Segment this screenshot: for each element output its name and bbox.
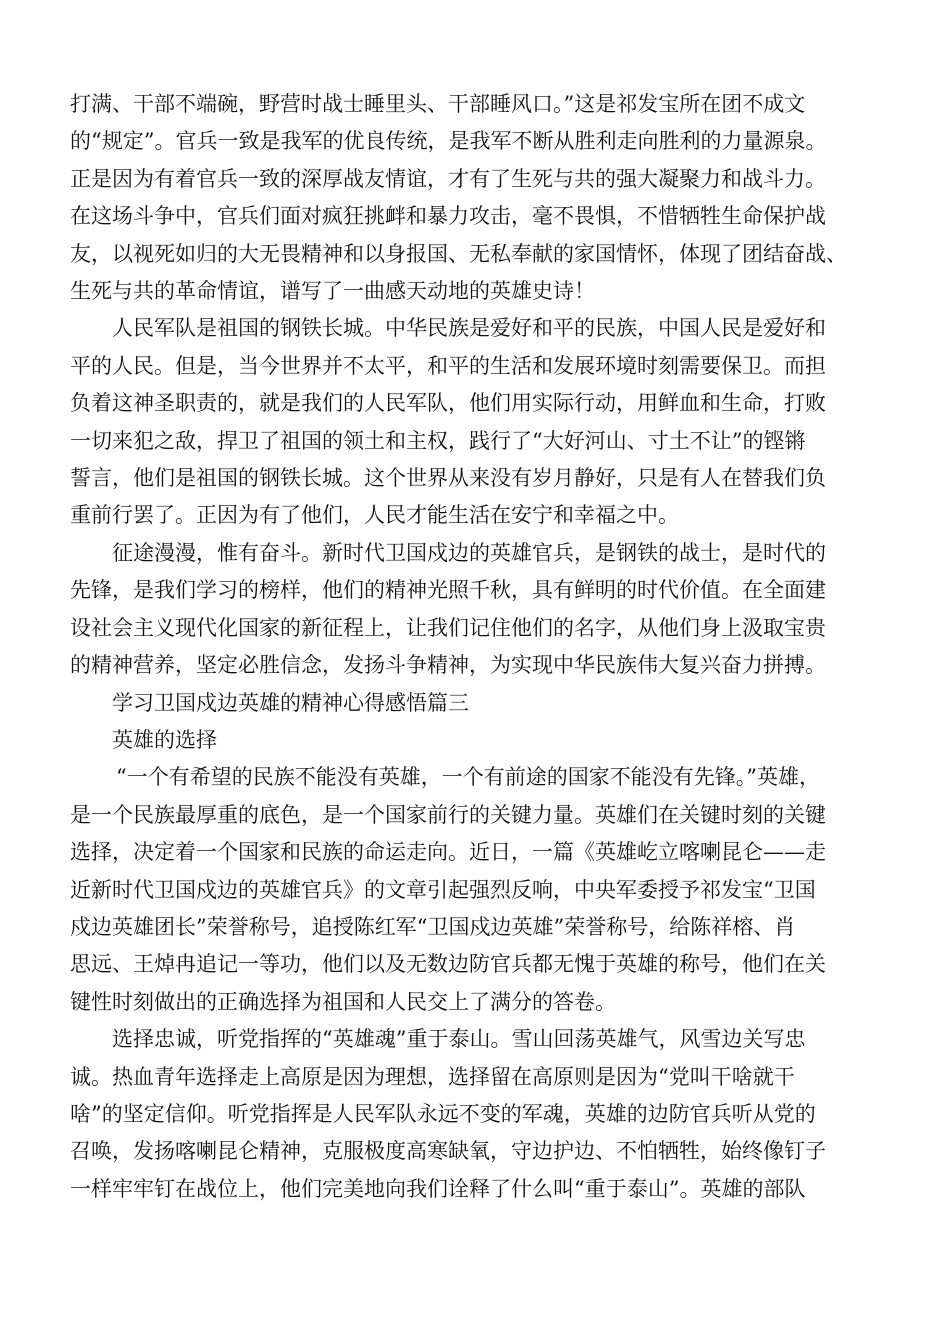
text-line: 打满、干部不端碗，野营时战士睡里头、干部睡风口。”这是祁发宝所在团不成文 bbox=[70, 92, 806, 116]
text-line: 近新时代卫国戍边的英雄官兵》的文章引起强烈反响，中央军委授予祁发宝“卫国 bbox=[70, 877, 816, 902]
paragraph-loyalty bbox=[70, 1021, 890, 1208]
text-line: 键性时刻做出的正确选择为祖国和人民交上了满分的答卷。 bbox=[70, 989, 616, 1014]
text-line: 召唤，发扬喀喇昆仑精神，克服极度高寒缺氧，守边护边、不怕牺牲，始终像钉子 bbox=[70, 1139, 826, 1164]
paragraph-struggle bbox=[70, 535, 890, 685]
text-line: 选择忠诚，听党指挥的“英雄魂”重于泰山。雪山回荡英雄气，风雪边关写忠 bbox=[112, 1027, 806, 1052]
section-subheading bbox=[70, 722, 890, 759]
text-line: 先锋，是我们学习的榜样，他们的精神光照千秋，具有鲜明的时代价值。在全面建 bbox=[70, 578, 826, 603]
text-line: 思远、王焯冉追记一等功，他们以及无数边防官兵都无愧于英雄的称号，他们在关 bbox=[70, 952, 826, 977]
paragraph-great-wall bbox=[70, 310, 890, 534]
text-line: 诚。热血青年选择走上高原是因为理想，选择留在高原则是因为“党叫干啥就干 bbox=[70, 1064, 795, 1089]
text-line: 负着这神圣职责的，就是我们的人民军队，他们用实际行动，用鲜血和生命，打败 bbox=[70, 391, 826, 416]
paragraph-hero-choice bbox=[70, 759, 890, 1021]
text-line: 在这场斗争中，官兵们面对疯狂挑衅和暴力攻击，毫不畏惧，不惜牺牲生命保护战 bbox=[70, 204, 826, 229]
text-line: 人民军队是祖国的钢铁长城。中华民族是爱好和平的民族，中国人民是爱好和 bbox=[112, 316, 826, 341]
section-heading bbox=[70, 685, 890, 722]
text-line: 英雄的选择 bbox=[112, 727, 217, 752]
text-line: 正是因为有着官兵一致的深厚战友情谊，才有了生死与共的强大凝聚力和战斗力。 bbox=[70, 166, 826, 191]
text-line: 学习卫国戍边英雄的精神心得感悟篇三 bbox=[112, 690, 469, 715]
text-line: 的“规定”。官兵一致是我军的优良传统，是我军不断从胜利走向胜利的力量源泉。 bbox=[70, 129, 827, 154]
text-line: 平的人民。但是，当今世界并不太平，和平的生活和发展环境时刻需要保卫。而担 bbox=[70, 353, 826, 378]
text-line: 征途漫漫，惟有奋斗。新时代卫国戍边的英雄官兵，是钢铁的战士，是时代的 bbox=[112, 540, 826, 565]
text-line: 啥”的坚定信仰。听党指挥是人民军队永远不变的军魂，英雄的边防官兵听从党的 bbox=[70, 1101, 816, 1126]
text-line: 的精神营养，坚定必胜信念，发扬斗争精神，为实现中华民族伟大复兴奋力拼搏。 bbox=[70, 653, 826, 678]
paragraph-unity-tradition bbox=[70, 86, 890, 310]
text-line: “一个有希望的民族不能没有英雄，一个有前途的国家不能没有先锋。”英雄， bbox=[116, 765, 820, 790]
text-line: 是一个民族最厚重的底色，是一个国家前行的关键力量。英雄们在关键时刻的关键 bbox=[70, 802, 826, 827]
text-line: 一切来犯之敌，捍卫了祖国的领土和主权，践行了“大好河山、寸土不让”的铿锵 bbox=[70, 428, 806, 453]
text-line: 戍边英雄团长”荣誉称号，追授陈红军“卫国戍边英雄”荣誉称号，给陈祥榕、肖 bbox=[70, 914, 796, 939]
text-line: 重前行罢了。正因为有了他们，人民才能生活在安宁和幸福之中。 bbox=[70, 503, 679, 528]
text-line: 设社会主义现代化国家的新征程上，让我们记住他们的名字，从他们身上汲取宝贵 bbox=[70, 615, 826, 640]
text-line: 誓言，他们是祖国的钢铁长城。这个世界从来没有岁月静好，只是有人在替我们负 bbox=[70, 466, 826, 491]
text-line: 生死与共的革命情谊，谱写了一曲感天动地的英雄史诗！ bbox=[70, 279, 595, 304]
document-body bbox=[70, 86, 890, 1208]
text-line: 友，以视死如归的大无畏精神和以身报国、无私奉献的家国情怀，体现了团结奋战、 bbox=[70, 241, 847, 266]
text-line: 一样牢牢钉在战位上，他们完美地向我们诠释了什么叫“重于泰山”。英雄的部队 bbox=[70, 1176, 806, 1201]
text-line: 选择，决定着一个国家和民族的命运走向。近日，一篇《英雄屹立喀喇昆仑——走 bbox=[70, 840, 826, 865]
